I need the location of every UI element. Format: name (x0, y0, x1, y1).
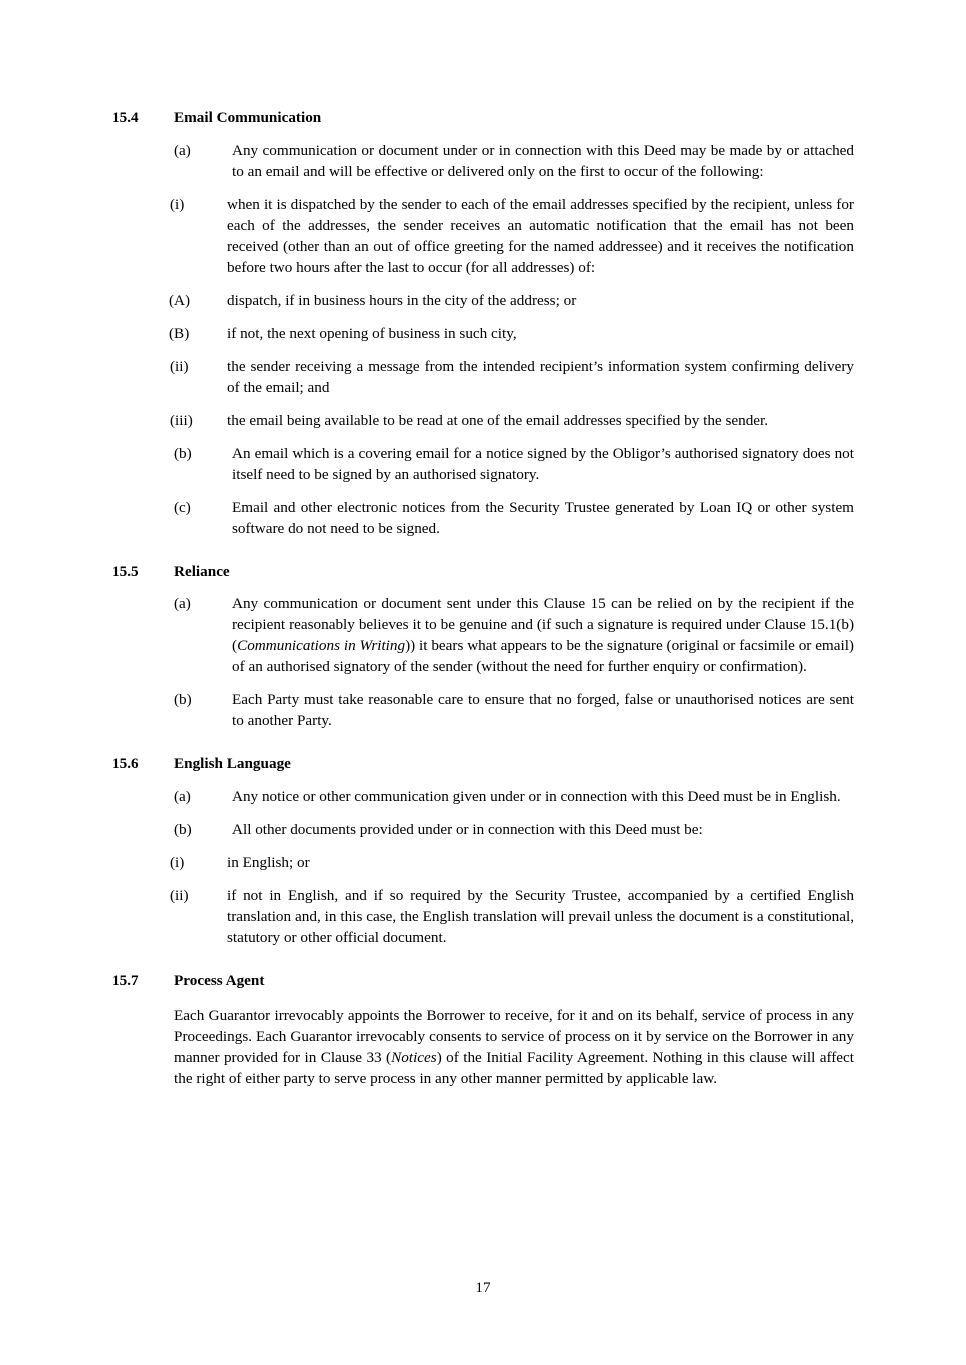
list-item (170, 411, 854, 432)
list-text: Each Party must take reasonable care to ensure that no forged, false or unauthorised notices are sent to another Party. (232, 691, 854, 730)
clause-number: 15.6 (112, 755, 139, 773)
page-number: 17 (475, 1279, 491, 1296)
clause-heading-15-5 (112, 562, 854, 583)
list-marker: (b) (174, 691, 192, 709)
list-item (169, 291, 854, 312)
list-text: dispatch, if in business hours in the city of the address; or (227, 291, 577, 309)
text-before-italic: Any communication or document sent under this Clause 15 can be relied on by the recipient if the recipient reasonably believes it to be genuine and (if such a signature is required under Clause 15.1(b) ( (232, 595, 854, 655)
text-after-italic: ) of the Initial Facility Agreement. Nothing in this clause will affect the right of either party to serve process in any other manner permitted by applicable law. (174, 1048, 854, 1087)
list-marker: (B) (169, 324, 190, 342)
list-item (174, 787, 854, 808)
list-item (170, 195, 854, 279)
list-item (170, 357, 854, 399)
list-marker: (b) (174, 444, 192, 462)
clause-title: Process Agent (174, 972, 265, 990)
list-marker: (a) (174, 595, 191, 613)
list-marker: (i) (170, 854, 185, 872)
list-text: Any communication or document under or in connection with this Deed may be made by or attached to an email and will be effective or delivered only on the first to occur of the following: (232, 141, 854, 180)
clause-heading-15-7 (112, 971, 854, 992)
list-item (174, 690, 854, 732)
document-body (112, 108, 854, 1090)
list-text: if not, the next opening of business in such city, (227, 324, 517, 342)
list-item (169, 324, 854, 345)
clause-cross-reference-italic: Notices (391, 1048, 437, 1066)
list-marker: (c) (174, 498, 191, 516)
list-item (174, 444, 854, 486)
list-item (174, 820, 854, 841)
list-marker: (a) (174, 141, 191, 159)
list-marker: (iii) (170, 411, 193, 429)
clause-paragraph (174, 1006, 854, 1090)
list-text: the email being available to be read at one of the email addresses specified by the sender. (227, 411, 769, 429)
list-item (174, 141, 854, 183)
clause-number: 15.7 (112, 972, 139, 990)
list-marker: (ii) (170, 887, 189, 905)
text-after-italic: )) it bears what appears to be the signature (original or facsimile or email) of an authorised signatory of the sender (without the need for further enquiry or confirmation). (232, 637, 854, 676)
list-marker: (A) (169, 291, 191, 309)
list-text: if not in English, and if so required by the Security Trustee, accompanied by a certified English translation and, in this case, the English translation will prevail unless the document is a constitutional, statutory or other official document. (227, 887, 854, 947)
list-text (232, 594, 854, 678)
list-text: when it is dispatched by the sender to each of the email addresses specified by the recipient, unless for each of the addresses, the sender receives an automatic notification that the email has not been received (other than an out of office greeting for the named addressee) and it receives the notification before two hours after the last to occur (for all addresses) of: (227, 195, 854, 276)
list-text: An email which is a covering email for a notice signed by the Obligor’s authorised signatory does not itself need to be signed by an authorised signatory. (232, 444, 854, 483)
list-marker: (ii) (170, 357, 189, 375)
list-text: the sender receiving a message from the intended recipient’s information system confirming delivery of the email; and (227, 357, 854, 396)
clause-cross-reference-italic: Communications in Writing (237, 637, 406, 655)
clause-title: Email Communication (174, 109, 322, 126)
text-before-italic: Each Guarantor irrevocably appoints the Borrower to receive, for it and on its behalf, service of process in any Proceedings. Each Guarantor irrevocably consents to service of process on it by service on the Borrower in any manner provided for in Clause 33 ( (174, 1007, 854, 1066)
list-item (170, 853, 854, 874)
list-marker: (b) (174, 821, 192, 839)
clause-title: English Language (174, 755, 291, 773)
clause-heading-15-4 (112, 108, 854, 129)
list-marker: (a) (174, 788, 191, 806)
list-item (170, 886, 854, 949)
list-text: Any notice or other communication given under or in connection with this Deed must be in English. (232, 788, 841, 806)
list-text: Email and other electronic notices from the Security Trustee generated by Loan IQ or other system software do not need to be signed. (232, 498, 854, 537)
list-item (174, 594, 854, 678)
list-text: in English; or (227, 854, 310, 872)
list-marker: (i) (170, 195, 185, 213)
clause-number: 15.4 (112, 109, 139, 126)
list-text: All other documents provided under or in connection with this Deed must be: (232, 821, 703, 839)
clause-number: 15.5 (112, 562, 139, 580)
clause-title: Reliance (174, 562, 230, 580)
clause-heading-15-6 (112, 754, 854, 775)
list-item (174, 498, 854, 540)
